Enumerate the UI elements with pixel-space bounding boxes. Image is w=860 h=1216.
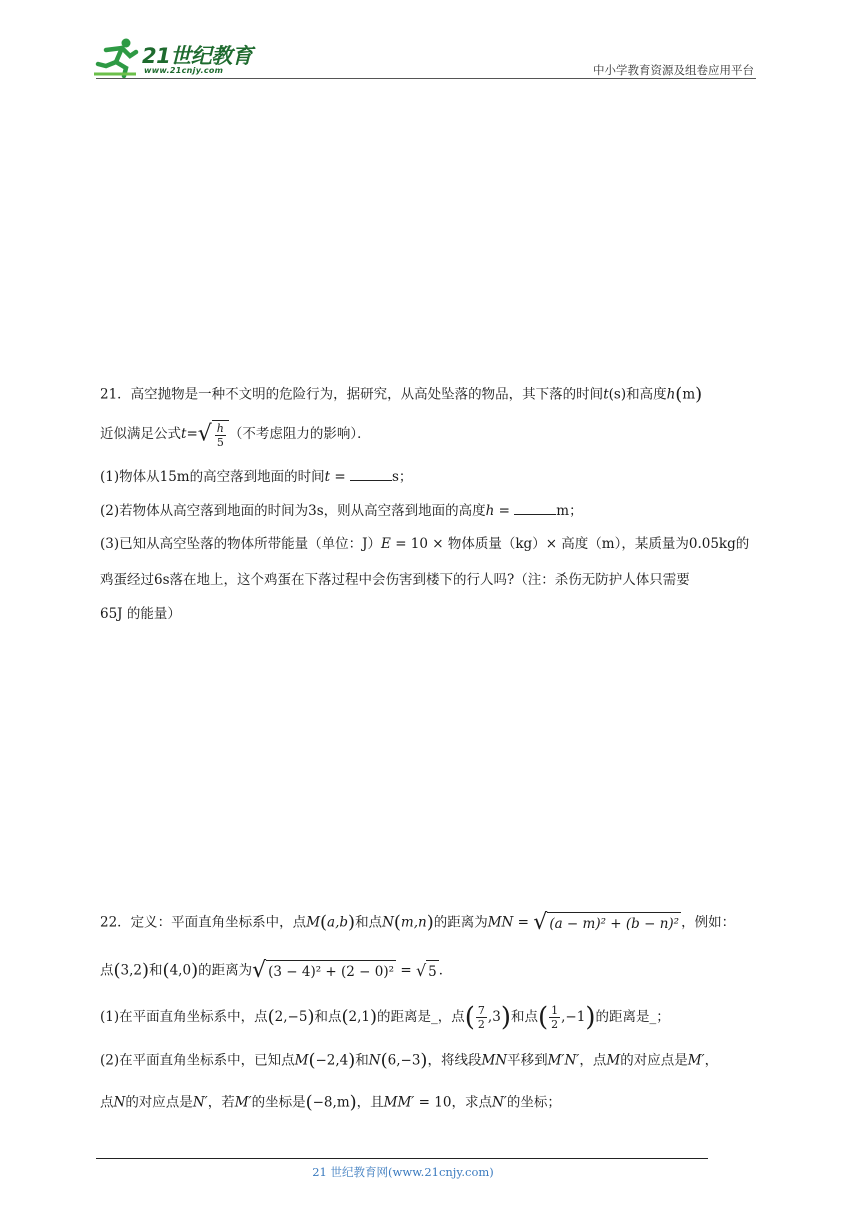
q22-eq: = — [513, 914, 534, 931]
q21-var-t: t — [603, 386, 609, 403]
q22-ex-text: 点 — [100, 962, 114, 979]
answer-blank[interactable] — [350, 466, 392, 481]
q22-p1-pt2: 2,1 — [348, 1009, 370, 1025]
q22-p1-text-c: 的距离是_，点 — [377, 1009, 465, 1025]
q21-part-2 — [100, 500, 583, 521]
answer-blank[interactable] — [514, 500, 556, 515]
q22-ex-formula-body: (3 − 4)² + (2 − 0)² — [266, 960, 396, 982]
q22-frac1-rest: ,3 — [487, 1009, 501, 1025]
q22-frac2-den: 2 — [551, 1018, 559, 1031]
site-logo — [92, 36, 262, 78]
q22-text: 22．定义：平面直角坐标系中，点 — [100, 914, 307, 931]
q22-p3-coord: −8,m — [312, 1094, 350, 1111]
q22-p1-frac2 — [549, 1004, 560, 1031]
q22-frac2-num: 1 — [551, 1004, 559, 1017]
q21-frac-num: h — [216, 422, 224, 435]
q21-paren-open: ( — [675, 384, 683, 405]
q22-line-1: 22．定义：平面直角坐标系中，点M(a,b)和点N(m,n)的距离为MN = √ (a − m)² + (b − n)² ，例如： — [100, 910, 736, 935]
q21-p3-line-2: 鸡蛋经过6s落在地上，这个鸡蛋在下落过程中会伤害到楼下的行人吗?（注：杀伤无防护人体只需要 — [100, 572, 690, 588]
q22-frac2-rest: ,−1 — [561, 1009, 586, 1025]
q22-p3-text: 点 — [100, 1094, 114, 1111]
logo-url: www.21cnjy.com — [144, 66, 224, 75]
q22-line-2: 点(3,2)和(4,0)的距离为√ (3 − 4)² + (2 − 0)² = √ 5 ． — [100, 958, 453, 983]
q21-p2-h: h — [485, 503, 495, 519]
q22-p2-text-c: ，将线段 — [427, 1052, 482, 1069]
q22-p1-text: (1)在平面直角坐标系中，点 — [100, 1009, 268, 1025]
q22-N-coords: m,n — [400, 914, 427, 931]
q22-part-2-cont: 点N的对应点是N′，若M′的坐标是(−8,m)，且MM′ = 10，求点N′的坐标； — [100, 1092, 561, 1113]
q22-distance-formula: √ (a − m)² + (b − n)² — [533, 910, 680, 935]
q22-p2-M: M — [294, 1052, 309, 1069]
q22-p3-text-b: 的对应点是 — [125, 1094, 193, 1111]
logo-text: 21世纪教育 — [142, 44, 253, 68]
q22-text-c: 的距离为 — [433, 914, 488, 931]
q21-paren-close: ) — [695, 384, 703, 405]
q21-part-3-end — [100, 604, 181, 624]
q21-p3-line-3: 65J 的能量） — [100, 606, 181, 622]
q22-frac1-num: 7 — [477, 1004, 485, 1017]
q22-p2-MpNp: M′N′ — [547, 1052, 580, 1069]
q21-p3-mass: 0.05kg — [688, 536, 736, 552]
q22-point-N: N — [382, 914, 394, 931]
q22-p3-text-e: ，且 — [356, 1094, 384, 1111]
q21-frac-den: 5 — [216, 436, 224, 449]
q21-p1-unit: s； — [391, 469, 413, 485]
q21-p1-text: (1)物体从 — [100, 469, 160, 485]
platform-name: 中小学教育资源及组卷应用平台 — [593, 63, 754, 77]
q22-ex-result-value: 5 — [426, 960, 439, 982]
q21-var-h: h — [666, 386, 676, 403]
q22-p3-text-g: 的坐标； — [506, 1094, 561, 1111]
q22-p2-text-f: 的对应点是 — [620, 1052, 688, 1069]
runner-icon — [92, 36, 142, 78]
q22-p2-N: N — [368, 1052, 381, 1069]
q21-p2-text-b: ，则从高空落到地面的高度 — [323, 503, 486, 519]
q21-part-3-cont — [100, 570, 690, 590]
q22-p3-text-d: 的坐标是 — [251, 1094, 306, 1111]
q22-p2-Mp: M′ — [687, 1052, 705, 1069]
q21-text: 21．高空抛物是一种不文明的危险行为，据研究，从高处坠落的物品，其下落的时间 — [100, 386, 604, 403]
q22-p3-Mp: M′ — [234, 1094, 252, 1111]
q22-p3-Np2: N′ — [491, 1094, 507, 1111]
header-divider — [96, 78, 756, 79]
q22-part-2: (2)在平面直角坐标系中，已知点M(−2,4)和N(6,−3)，将线段MN平移到M′N′，点M的对应点是M′， — [100, 1050, 719, 1071]
q22-p3-eq: = 10 — [414, 1094, 452, 1111]
q21-formula-t: t — [181, 426, 187, 442]
q22-p3-Np: N′ — [192, 1094, 208, 1111]
q21-unit-m: m — [682, 386, 696, 403]
footer-divider — [96, 1158, 708, 1159]
q22-p1-frac1 — [476, 1004, 487, 1031]
q22-MN: MN — [487, 914, 514, 931]
q22-p2-M2: M — [606, 1052, 621, 1069]
q21-part-1 — [100, 466, 412, 487]
q21-formula-label: 近似满足公式 — [100, 426, 181, 442]
q22-M-coords: a,b — [327, 914, 349, 931]
footer-link[interactable]: 21 世纪教育网(www.21cnjy.com) — [312, 1165, 494, 1179]
q22-p3-text-c: ，若 — [207, 1094, 235, 1111]
q21-p3-text-c: 的 — [735, 536, 750, 552]
q22-ex-and: 和 — [149, 962, 163, 979]
q22-p2-N-coords: 6,−3 — [387, 1052, 421, 1069]
q21-p1-t: t — [324, 469, 331, 485]
q21-line-2 — [100, 420, 371, 449]
q22-point-M: M — [306, 914, 321, 931]
q22-p3-N: N — [113, 1094, 126, 1111]
q22-p1-and: 和点 — [314, 1009, 342, 1025]
q22-p2-and: 和 — [355, 1052, 369, 1069]
q22-text-b: 和点 — [355, 914, 383, 931]
q22-p3-MMp: MM′ — [383, 1094, 415, 1111]
q22-ex-formula: √ (3 − 4)² + (2 − 0)² — [252, 958, 395, 983]
q21-p2-value: 3s — [308, 503, 324, 519]
q22-p1-end: 的距离是_； — [595, 1009, 670, 1025]
q21-p3-formula: = 10 × 物体质量（kg）× 高度（m） — [390, 536, 622, 552]
q22-ex-p2: 4,0 — [169, 962, 192, 979]
q22-p3-text-f: ，求点 — [451, 1094, 492, 1111]
q21-p3-text: (3)已知从高空坠落的物体所带能量（单位：J） — [100, 536, 382, 552]
q22-p1-pt1: 2,−5 — [274, 1009, 308, 1025]
q22-p2-text-g: ， — [704, 1052, 719, 1069]
q21-formula-note: （不考虑阻力的影响）． — [228, 426, 371, 442]
q22-p2-text-e: ，点 — [579, 1052, 607, 1069]
q22-formula-body: (a − m)² + (b − n)² — [547, 912, 681, 934]
q21-p2-text: (2)若物体从高空落到地面的时间为 — [100, 503, 309, 519]
q21-p1-text-b: 的高空落到地面的时间 — [189, 469, 325, 485]
q22-ex-text-c: 的距离为 — [198, 962, 253, 979]
q22-ex-end: ． — [438, 962, 453, 979]
q21-text-b: 和高度 — [626, 386, 667, 403]
q21-line-1 — [100, 382, 702, 408]
q21-p3-E: E — [381, 536, 391, 552]
q22-p2-MN: MN — [481, 1052, 508, 1069]
q22-ex-eq: = — [396, 962, 416, 979]
q21-unit-s: (s) — [608, 386, 627, 403]
q22-p1-and-2: 和点 — [510, 1009, 538, 1025]
q22-ex-p1: 3,2 — [120, 962, 143, 979]
q22-frac1-den: 2 — [477, 1018, 485, 1031]
q21-sqrt: √ $\frac{h}{5}$ — [198, 420, 229, 449]
q22-p2-text-d: 平移到 — [507, 1052, 548, 1069]
q21-p1-value: 15m — [159, 469, 190, 485]
q22-ex-result: √ 5 — [415, 961, 437, 980]
q22-part-1: (1)在平面直角坐标系中，点(2,−5)和点(2,1)的距离是_，点( $\frac{7}{2}$ ,3)和点( $\frac{1}{2}$ ,−1)的距离是_； — [100, 1002, 670, 1033]
q21-p3-text-b: ，某质量为 — [621, 536, 689, 552]
q22-text-d: ，例如： — [681, 914, 736, 931]
q21-p2-unit: m； — [556, 503, 583, 519]
q22-p2-text: (2)在平面直角坐标系中，已知点 — [100, 1052, 295, 1069]
q21-part-3 — [100, 534, 749, 554]
q21-p1-eq: = — [330, 469, 350, 485]
q21-formula-eq: = — [186, 426, 198, 442]
q22-p2-M-coords: −2,4 — [315, 1052, 349, 1069]
q21-p2-eq: = — [494, 503, 515, 519]
